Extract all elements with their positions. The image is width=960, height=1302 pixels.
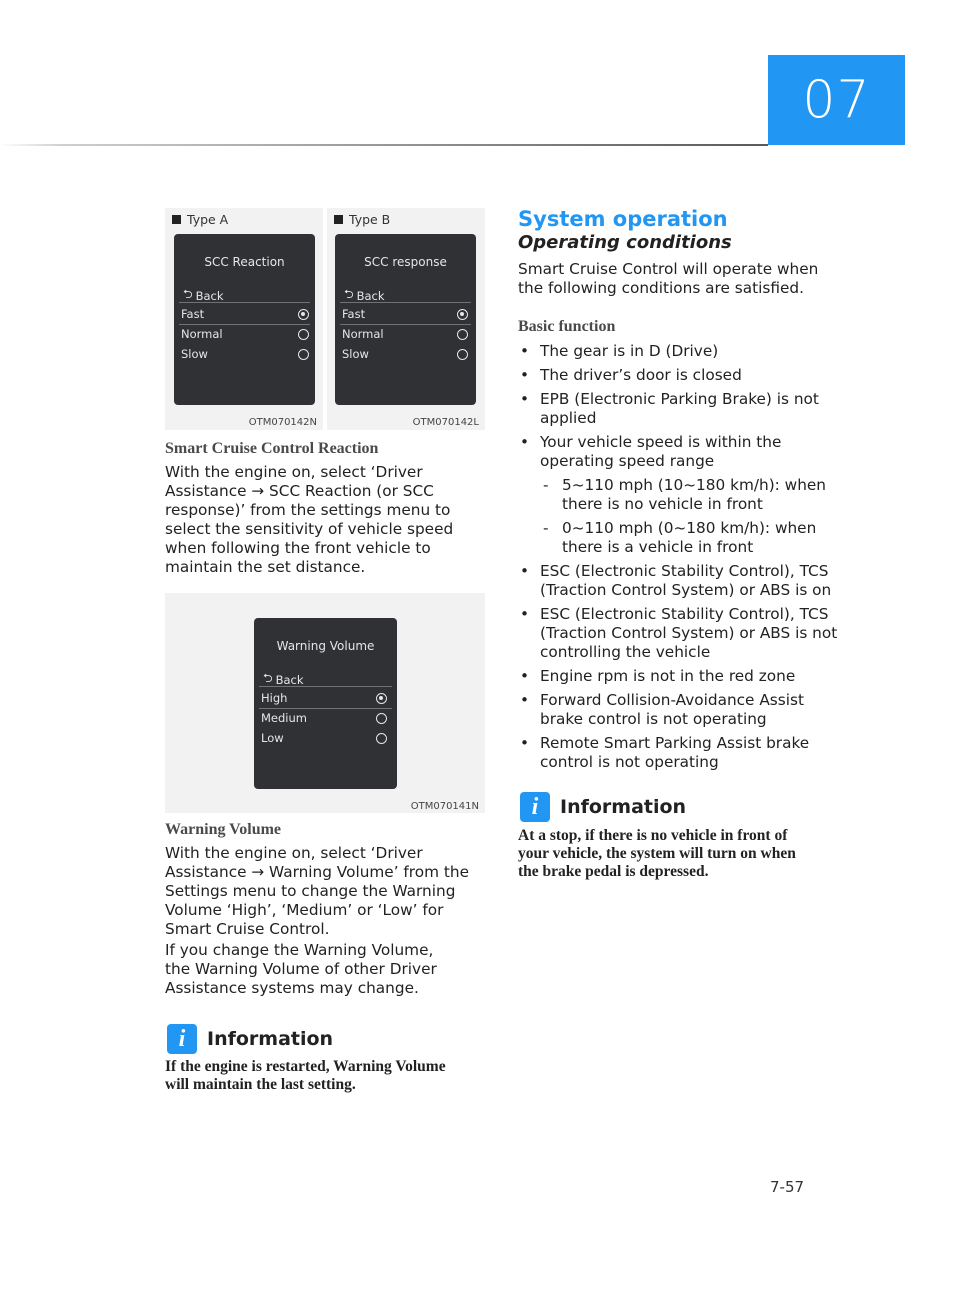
list-item: • Your vehicle speed is within the operating speed range <box>518 433 848 471</box>
info-icon: i <box>167 1024 197 1054</box>
list-item: • The driver’s door is closed <box>518 366 848 385</box>
radio-empty-icon <box>376 713 387 724</box>
radio-selected-icon <box>457 309 468 320</box>
list-item: • Remote Smart Parking Assist brake control is not operating <box>518 734 848 772</box>
square-bullet-icon <box>172 215 181 224</box>
type-b-label: Type B <box>334 212 390 227</box>
figure-warning-volume <box>165 593 485 813</box>
scc-reaction-screen <box>174 234 315 405</box>
figure-code: OTM070142L <box>412 417 479 428</box>
radio-empty-icon <box>298 349 309 360</box>
option-low: Low <box>261 731 284 745</box>
radio-empty-icon <box>376 733 387 744</box>
divider <box>179 302 310 303</box>
info-heading-left: i Information <box>167 1024 333 1054</box>
header-rule <box>0 144 768 146</box>
info-text-left: If the engine is restarted, Warning Volume will maintain the last setting. <box>165 1058 446 1093</box>
warning-volume-screen <box>254 618 397 789</box>
chapter-tab: 07 <box>768 55 905 145</box>
list-item: • The gear is in D (Drive) <box>518 342 848 361</box>
info-heading-right: i Information <box>520 792 686 822</box>
option-normal: Normal <box>342 327 384 341</box>
condition-list <box>518 342 848 777</box>
back-arrow-icon: ⮌ <box>263 671 273 685</box>
divider <box>259 686 392 687</box>
warning-volume-body-2: If you change the Warning Volume, the Warning Volume of other Driver Assistance systems may change. <box>165 941 437 997</box>
type-a-label: Type A <box>172 212 228 227</box>
warning-volume-heading: Warning Volume <box>165 821 282 838</box>
screen-title: Warning Volume <box>276 639 375 653</box>
list-item: • Forward Collision-Avoidance Assist brake control is not operating <box>518 691 848 729</box>
back-arrow-icon: ⮌ <box>183 287 193 301</box>
list-item: • EPB (Electronic Parking Brake) is not applied <box>518 390 848 428</box>
back-item: ⮌ Back <box>263 669 304 690</box>
figure-type-a <box>165 208 323 430</box>
radio-selected-icon <box>298 309 309 320</box>
back-item: ⮌ Back <box>344 285 385 306</box>
option-normal: Normal <box>181 327 223 341</box>
scc-response-screen <box>335 234 476 405</box>
basic-function-heading: Basic function <box>518 318 616 335</box>
back-item: ⮌ Back <box>183 285 224 306</box>
divider <box>340 302 471 303</box>
square-bullet-icon <box>334 215 343 224</box>
radio-empty-icon <box>457 329 468 340</box>
option-slow: Slow <box>342 347 369 361</box>
option-medium: Medium <box>261 711 307 725</box>
list-sub-item: - 0~110 mph (0~180 km/h): when there is a vehicle in front <box>518 519 848 557</box>
figure-code: OTM070141N <box>410 801 479 812</box>
divider <box>340 324 471 325</box>
divider <box>179 324 310 325</box>
figure-code: OTM070142N <box>248 417 317 428</box>
list-item: • Engine rpm is not in the red zone <box>518 667 848 686</box>
screen-title: SCC response <box>364 255 447 269</box>
option-slow: Slow <box>181 347 208 361</box>
scc-reaction-heading: Smart Cruise Control Reaction <box>165 440 379 457</box>
divider <box>259 708 392 709</box>
info-text-right: At a stop, if there is no vehicle in front of your vehicle, the system will turn on when the brake pedal is depressed. <box>518 827 796 880</box>
warning-volume-body-1: With the engine on, select ‘Driver Assistance → Warning Volume’ from the Settings menu to change the Warning Volume ‘High’, ‘Medium’ or ‘Low’ for Smart Cruise Control. <box>165 844 469 938</box>
page-number: 7-57 <box>770 1178 805 1196</box>
option-high: High <box>261 691 288 705</box>
figure-type-b <box>327 208 485 430</box>
intro-text: Smart Cruise Control will operate when the following conditions are satisfied. <box>518 260 819 297</box>
list-item: • ESC (Electronic Stability Control), TCS (Traction Control System) or ABS is not controlling the vehicle <box>518 605 848 662</box>
option-fast: Fast <box>342 307 366 321</box>
list-item: • ESC (Electronic Stability Control), TCS (Traction Control System) or ABS is on <box>518 562 848 600</box>
info-icon: i <box>520 792 550 822</box>
operating-conditions-title: Operating conditions <box>518 232 732 253</box>
list-sub-item: - 5~110 mph (10~180 km/h): when there is no vehicle in front <box>518 476 848 514</box>
scc-reaction-body: With the engine on, select ‘Driver Assistance → SCC Reaction (or SCC response)’ from the settings menu to select the sensitivity of vehicle speed when following the front vehicle to maintain the set distance. <box>165 463 454 576</box>
screen-title: SCC Reaction <box>204 255 285 269</box>
radio-empty-icon <box>457 349 468 360</box>
radio-empty-icon <box>298 329 309 340</box>
back-arrow-icon: ⮌ <box>344 287 354 301</box>
option-fast: Fast <box>181 307 205 321</box>
section-title: System operation <box>518 207 728 231</box>
radio-selected-icon <box>376 693 387 704</box>
